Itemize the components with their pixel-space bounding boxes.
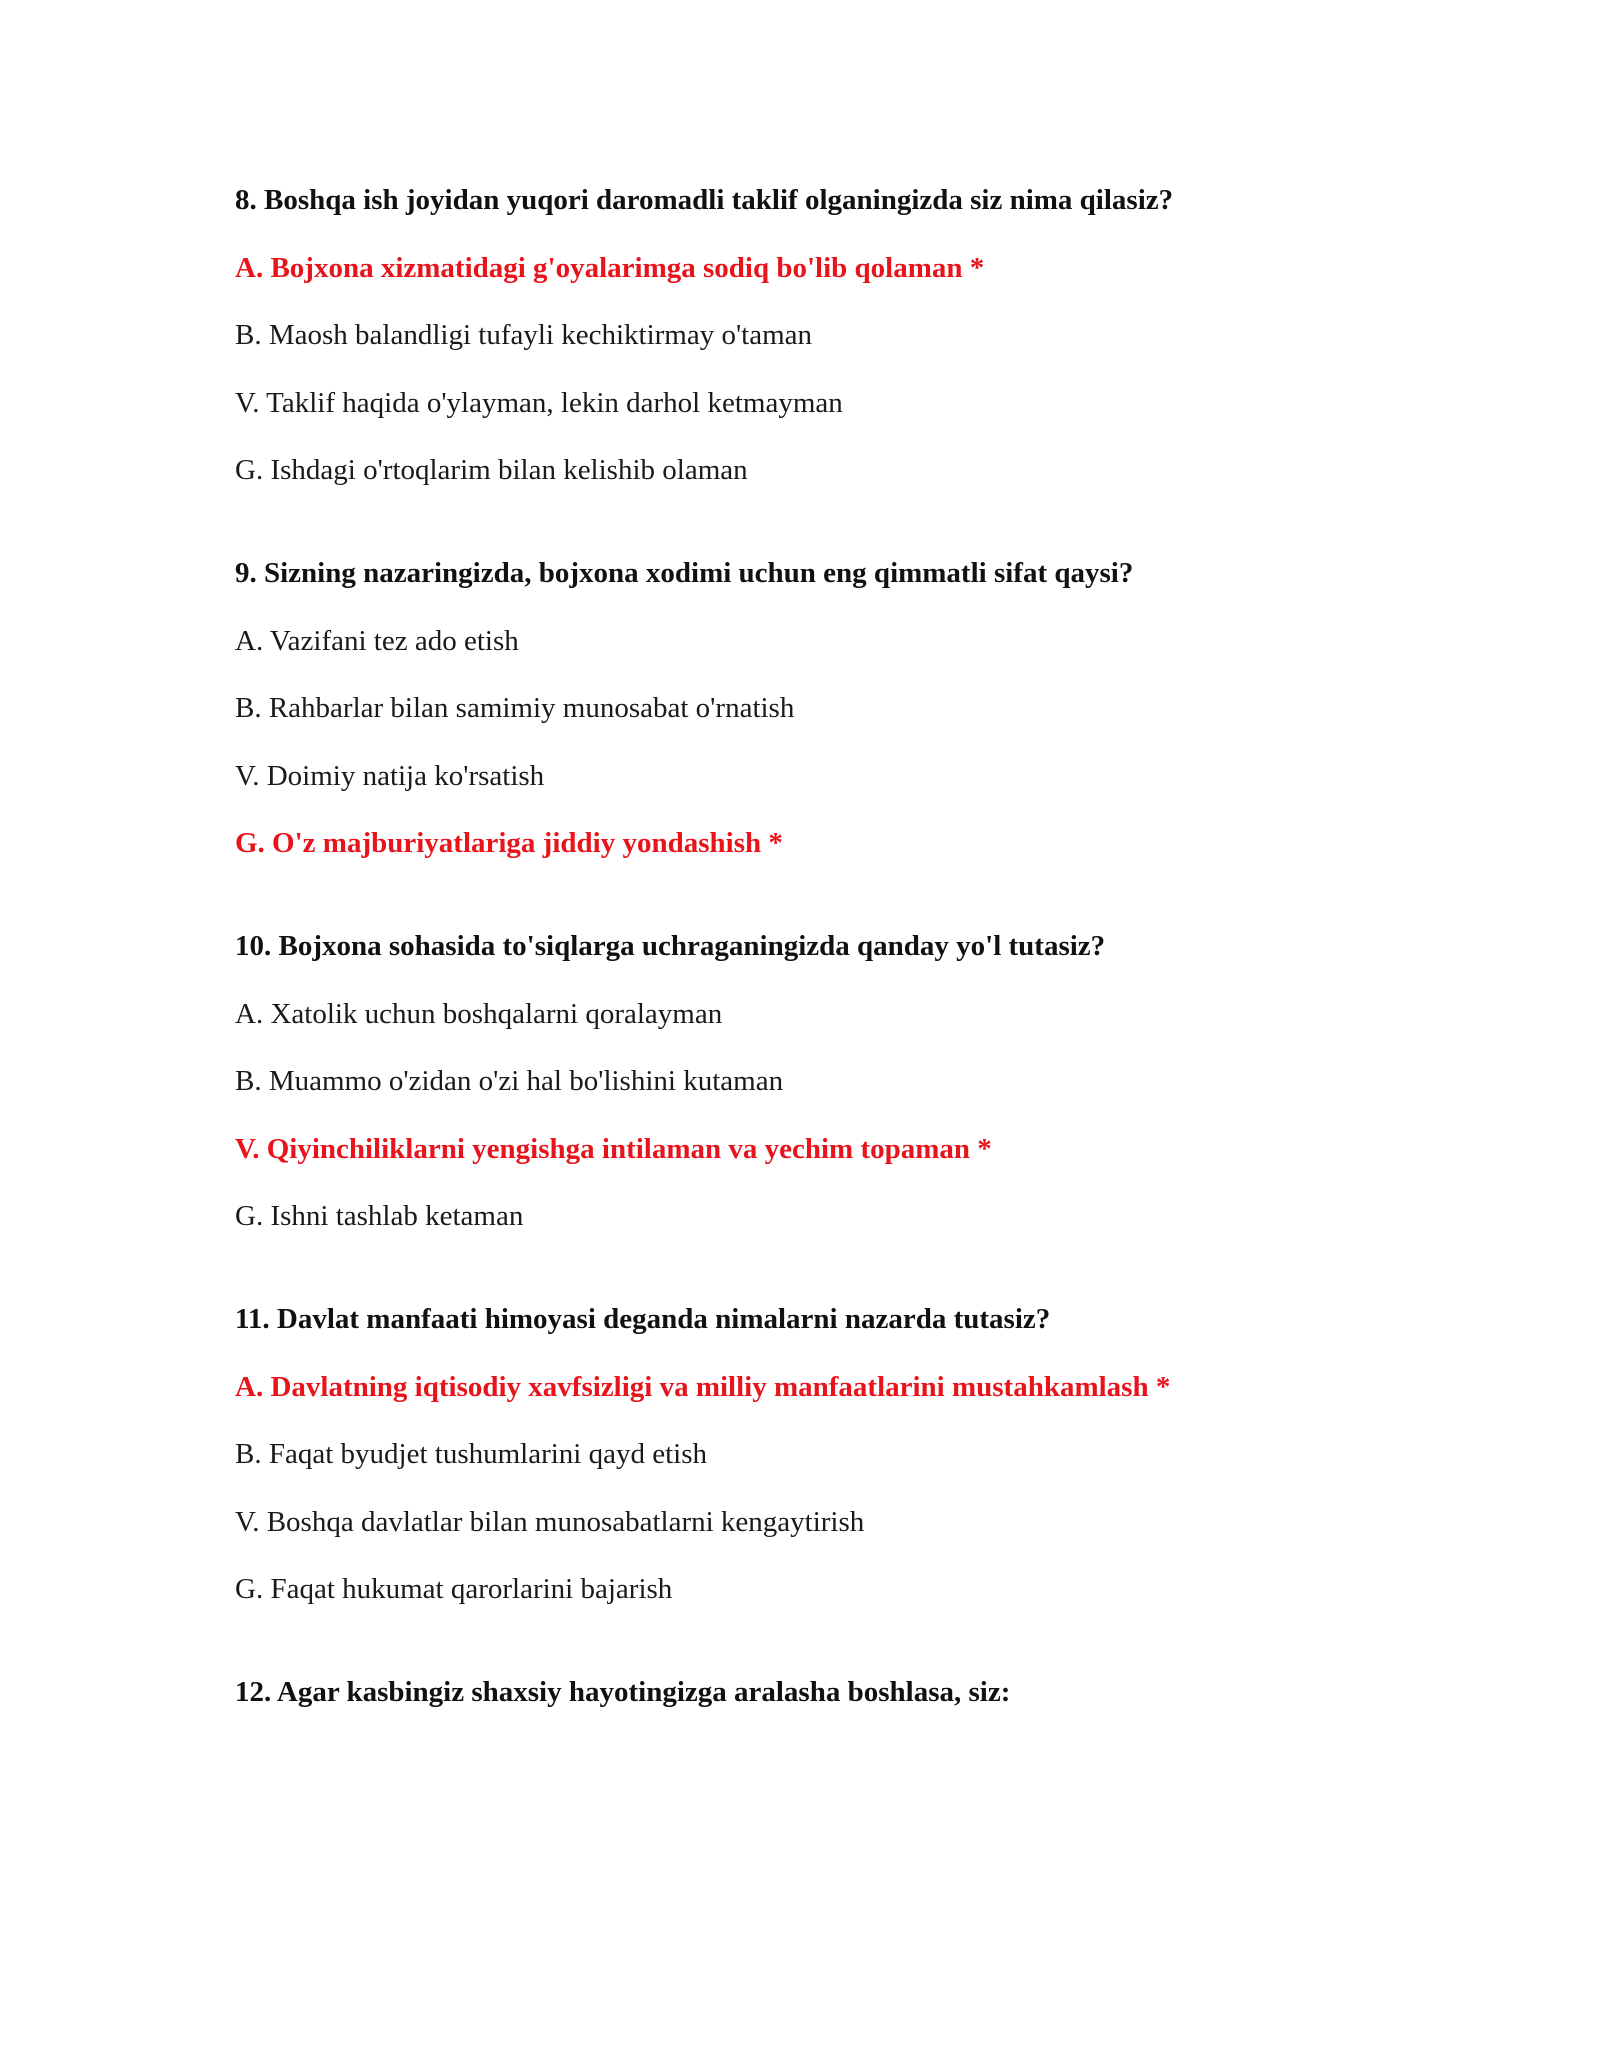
answer-option: V. Boshqa davlatlar bilan munosabatlarni kengaytirish bbox=[235, 1505, 865, 1538]
question-title: 12. Agar kasbingiz shaxsiy hayotingizga aralasha boshlasa, siz: bbox=[235, 1676, 1011, 1708]
question-title: 10. Bojxona sohasida to'siqlarga uchraganingizda qanday yo'l tutasiz? bbox=[235, 930, 1106, 962]
answer-option: G. Ishni tashlab ketaman bbox=[235, 1200, 524, 1232]
answer-option-correct: A. Bojxona xizmatidagi g'oyalarimga sodiq bo'lib qolaman * bbox=[235, 251, 985, 284]
answer-option: G. Ishdagi o'rtoqlarim bilan kelishib olaman bbox=[235, 454, 748, 486]
question-11 bbox=[235, 1301, 1435, 1607]
question-title: 11. Davlat manfaati himoyasi deganda nimalarni nazarda tutasiz? bbox=[235, 1303, 1051, 1335]
question-12 bbox=[235, 1674, 1435, 1710]
answer-option: A. Xatolik uchun boshqalarni qoralayman bbox=[235, 997, 723, 1030]
answer-option: B. Faqat byudjet tushumlarini qayd etish bbox=[235, 1438, 708, 1470]
answer-option: V. Doimiy natija ko'rsatish bbox=[235, 759, 545, 792]
answer-option: B. Muammo o'zidan o'zi hal bo'lishini kutaman bbox=[235, 1065, 784, 1097]
answer-option-correct: A. Davlatning iqtisodiy xavfsizligi va milliy manfaatlarini mustahkamlash * bbox=[235, 1370, 1171, 1403]
answer-option: B. Rahbarlar bilan samimiy munosabat o'rnatish bbox=[235, 692, 795, 724]
answer-option: V. Taklif haqida o'ylayman, lekin darhol ketmayman bbox=[235, 386, 843, 419]
question-title: 8. Boshqa ish joyidan yuqori daromadli taklif olganingizda siz nima qilasiz? bbox=[235, 184, 1174, 216]
answer-option-correct: G. O'z majburiyatlariga jiddiy yondashish * bbox=[235, 827, 783, 859]
answer-option: G. Faqat hukumat qarorlarini bajarish bbox=[235, 1573, 673, 1605]
answer-option: A. Vazifani tez ado etish bbox=[235, 624, 519, 657]
question-8 bbox=[235, 182, 1435, 488]
answer-option-correct: V. Qiyinchiliklarni yengishga intilaman va yechim topaman * bbox=[235, 1132, 992, 1165]
answer-option: B. Maosh balandligi tufayli kechiktirmay o'taman bbox=[235, 319, 813, 351]
question-list bbox=[235, 182, 1435, 1777]
question-9 bbox=[235, 555, 1435, 861]
question-title: 9. Sizning nazaringizda, bojxona xodimi uchun eng qimmatli sifat qaysi? bbox=[235, 557, 1134, 589]
question-10 bbox=[235, 928, 1435, 1234]
